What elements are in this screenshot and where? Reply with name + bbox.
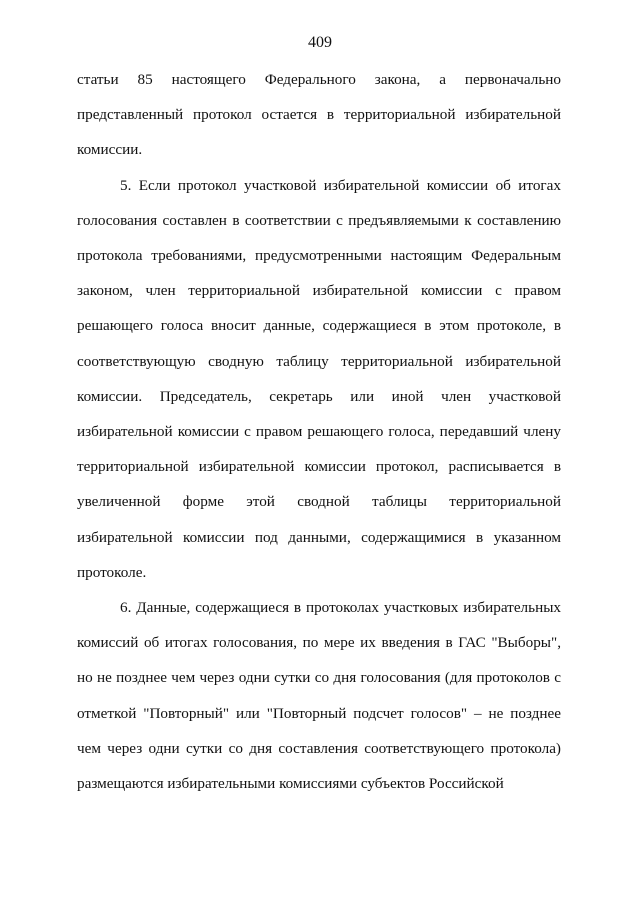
paragraph-item-6: 6. Данные, содержащиеся в протоколах участковых избирательных комиссий об итогах голосования, по мере их введения в ГАС "Выборы", но не позднее чем через одни сутки со дня голосования (для протоколов с отметкой "Повторный" или "Повторный подсчет голосов" – не позднее чем через одни сутки со дня составления соответствующего протокола) размещаются избирательными комиссиями субъектов Российской: [77, 599, 561, 793]
page-number: 409: [308, 34, 332, 51]
paragraph-continuation: статьи 85 настоящего Федерального закона, а первоначально представленный протокол остается в территориальной избирательной комиссии.: [77, 71, 561, 159]
document-body: [77, 62, 561, 801]
paragraph-item-5: 5. Если протокол участковой избирательной комиссии об итогах голосования составлен в соответствии с предъявляемыми к составлению протокола требованиями, предусмотренными настоящим Федеральным законом, член территориальной избирательной комиссии с правом решающего голоса вносит данные, содержащиеся в этом протоколе, в соответствующую сводную таблицу территориальной избирательной комиссии. Председатель, секретарь или иной член участковой избирательной комиссии с правом решающего голоса, передавший члену территориальной избирательной комиссии протокол, расписывается в увеличенной форме этой сводной таблицы территориальной избирательной комиссии под данными, содержащимися в указанном протоколе.: [77, 176, 561, 581]
